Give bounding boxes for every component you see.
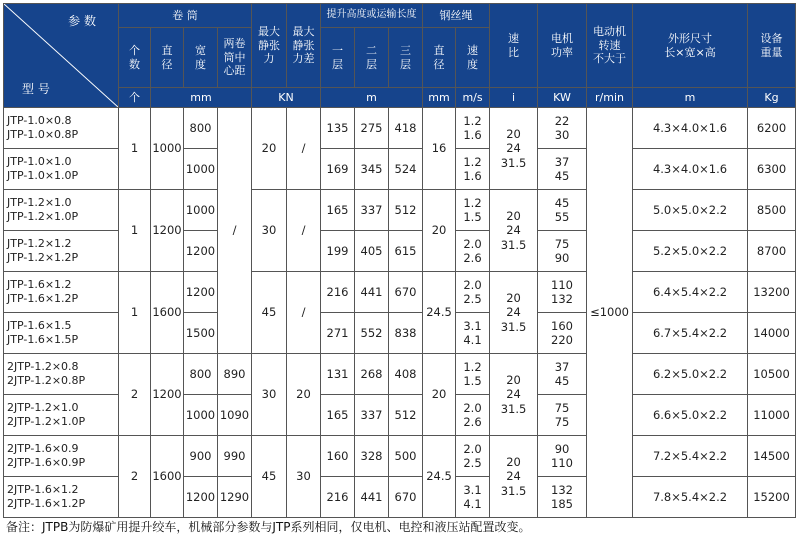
unit-rpm: r/min: [587, 88, 633, 108]
layer-2-cell: 441: [355, 272, 389, 313]
unit-kn: KN: [252, 88, 321, 108]
layer-1-cell: 169: [321, 149, 355, 190]
header-drum-diameter: 直 径: [151, 28, 184, 88]
model-cell: JTP-1.6×1.2 JTP-1.6×1.2P: [4, 272, 119, 313]
dimensions-cell: 7.2×5.4×2.2: [633, 436, 748, 477]
layer-1-cell: 160: [321, 436, 355, 477]
layer-2-cell: 441: [355, 477, 389, 518]
weight-cell: 8700: [748, 231, 796, 272]
header-lift-height: 提升高度或运输长度: [321, 4, 423, 28]
max-tension-cell: 30: [252, 190, 287, 272]
drum-diameter-cell: 1200: [151, 354, 184, 436]
tension-diff-cell: 20: [287, 354, 321, 436]
rope-diameter-cell: 24.5: [423, 436, 456, 518]
layer-2-cell: 268: [355, 354, 389, 395]
table-row: [4, 436, 796, 477]
motor-power-cell: 132 185: [538, 477, 587, 518]
dimensions-cell: 6.7×5.4×2.2: [633, 313, 748, 354]
layer-3-cell: 500: [389, 436, 423, 477]
model-cell: JTP-1.2×1.0 JTP-1.2×1.0P: [4, 190, 119, 231]
layer-3-cell: 670: [389, 477, 423, 518]
drum-count-cell: 2: [119, 354, 151, 436]
drum-width-cell: 1500: [184, 313, 218, 354]
tension-diff-cell: /: [287, 272, 321, 354]
dimensions-cell: 5.2×5.0×2.2: [633, 231, 748, 272]
drum-count-cell: 1: [119, 190, 151, 272]
layer-3-cell: 524: [389, 149, 423, 190]
unit-m: m: [321, 88, 423, 108]
motor-power-cell: 90 110: [538, 436, 587, 477]
drum-width-cell: 1200: [184, 477, 218, 518]
speed-ratio-cell: 20 24 31.5: [490, 108, 538, 190]
layer-1-cell: 131: [321, 354, 355, 395]
layer-2-cell: 275: [355, 108, 389, 149]
dimensions-cell: 6.4×5.4×2.2: [633, 272, 748, 313]
header-rope-speed: 速 度: [456, 28, 490, 88]
motor-power-cell: 37 45: [538, 354, 587, 395]
model-cell: JTP-1.0×0.8 JTP-1.0×0.8P: [4, 108, 119, 149]
tension-diff-cell: /: [287, 108, 321, 190]
layer-3-cell: 418: [389, 108, 423, 149]
rope-speed-cell: 2.0 2.5: [456, 436, 490, 477]
rope-speed-cell: 1.2 1.5: [456, 354, 490, 395]
table-row: [4, 190, 796, 231]
header-wire-rope: 钢丝绳: [423, 4, 490, 28]
drum-center-cell: 1290: [218, 477, 252, 518]
drum-width-cell: 800: [184, 108, 218, 149]
motor-power-cell: 110 132: [538, 272, 587, 313]
unit-count: 个: [119, 88, 151, 108]
layer-1-cell: 165: [321, 395, 355, 436]
header-layer-3: 三 层: [389, 28, 423, 88]
layer-2-cell: 328: [355, 436, 389, 477]
drum-width-cell: 1000: [184, 395, 218, 436]
layer-3-cell: 670: [389, 272, 423, 313]
layer-3-cell: 408: [389, 354, 423, 395]
rope-speed-cell: 1.2 1.5: [456, 190, 490, 231]
drum-width-cell: 1000: [184, 190, 218, 231]
speed-ratio-cell: 20 24 31.5: [490, 436, 538, 518]
drum-center-cell: 890: [218, 354, 252, 395]
drum-width-cell: 900: [184, 436, 218, 477]
max-tension-cell: 45: [252, 436, 287, 518]
drum-diameter-cell: 1600: [151, 272, 184, 354]
drum-center-cell: /: [218, 108, 252, 354]
drum-diameter-cell: 1000: [151, 108, 184, 190]
dimensions-cell: 7.8×5.4×2.2: [633, 477, 748, 518]
tension-diff-cell: 30: [287, 436, 321, 518]
layer-1-cell: 216: [321, 272, 355, 313]
header-dimensions: 外形尺寸 长×宽×高: [633, 4, 748, 88]
model-cell: JTP-1.6×1.5 JTP-1.6×1.5P: [4, 313, 119, 354]
layer-3-cell: 512: [389, 190, 423, 231]
speed-ratio-cell: 20 24 31.5: [490, 354, 538, 436]
layer-2-cell: 337: [355, 190, 389, 231]
unit-rope-mm: mm: [423, 88, 456, 108]
dimensions-cell: 5.0×5.0×2.2: [633, 190, 748, 231]
layer-3-cell: 512: [389, 395, 423, 436]
rope-diameter-cell: 20: [423, 354, 456, 436]
dimensions-cell: 4.3×4.0×1.6: [633, 149, 748, 190]
weight-cell: 13200: [748, 272, 796, 313]
motor-power-cell: 45 55: [538, 190, 587, 231]
header-layer-1: 一 层: [321, 28, 355, 88]
header-layer-2: 二 层: [355, 28, 389, 88]
layer-2-cell: 552: [355, 313, 389, 354]
drum-center-cell: 1090: [218, 395, 252, 436]
max-tension-cell: 20: [252, 108, 287, 190]
weight-cell: 6300: [748, 149, 796, 190]
max-tension-cell: 30: [252, 354, 287, 436]
header-drum-center-distance: 两卷 筒中 心距: [218, 28, 252, 88]
header-weight: 设备 重量: [748, 4, 796, 88]
speed-ratio-cell: 20 24 31.5: [490, 190, 538, 272]
layer-1-cell: 216: [321, 477, 355, 518]
header-corner: [4, 4, 119, 108]
header-drum: 卷 筒: [119, 4, 252, 28]
motor-power-cell: 22 30: [538, 108, 587, 149]
motor-power-cell: 37 45: [538, 149, 587, 190]
motor-power-cell: 75 75: [538, 395, 587, 436]
layer-3-cell: 838: [389, 313, 423, 354]
weight-cell: 14500: [748, 436, 796, 477]
drum-count-cell: 2: [119, 436, 151, 518]
dimensions-cell: 4.3×4.0×1.6: [633, 108, 748, 149]
unit-dim-m: m: [633, 88, 748, 108]
drum-diameter-cell: 1200: [151, 190, 184, 272]
dimensions-cell: 6.6×5.0×2.2: [633, 395, 748, 436]
header-motor-speed: 电动机 转速 不大于: [587, 4, 633, 88]
model-cell: 2JTP-1.2×1.0 2JTP-1.2×1.0P: [4, 395, 119, 436]
speed-ratio-cell: 20 24 31.5: [490, 272, 538, 354]
motor-power-cell: 75 90: [538, 231, 587, 272]
model-cell: 2JTP-1.6×1.2 2JTP-1.6×1.2P: [4, 477, 119, 518]
drum-center-cell: 990: [218, 436, 252, 477]
unit-i: i: [490, 88, 538, 108]
tension-diff-cell: /: [287, 190, 321, 272]
header-rope-diameter: 直 径: [423, 28, 456, 88]
drum-width-cell: 1000: [184, 149, 218, 190]
motor-power-cell: 160 220: [538, 313, 587, 354]
table-row: [4, 108, 796, 149]
table-row: [4, 354, 796, 395]
unit-mm: mm: [151, 88, 252, 108]
layer-2-cell: 405: [355, 231, 389, 272]
header-params: 参 数: [68, 14, 96, 28]
table-row: [4, 272, 796, 313]
rope-speed-cell: 1.2 1.6: [456, 108, 490, 149]
layer-1-cell: 135: [321, 108, 355, 149]
weight-cell: 6200: [748, 108, 796, 149]
rope-speed-cell: 2.0 2.5: [456, 272, 490, 313]
rope-speed-cell: 2.0 2.6: [456, 231, 490, 272]
drum-width-cell: 1200: [184, 272, 218, 313]
model-cell: JTP-1.2×1.2 JTP-1.2×1.2P: [4, 231, 119, 272]
rope-diameter-cell: 16: [423, 108, 456, 190]
drum-width-cell: 800: [184, 354, 218, 395]
model-cell: 2JTP-1.2×0.8 2JTP-1.2×0.8P: [4, 354, 119, 395]
weight-cell: 8500: [748, 190, 796, 231]
header-motor-power: 电机 功率: [538, 4, 587, 88]
rope-diameter-cell: 24.5: [423, 272, 456, 354]
model-cell: 2JTP-1.6×0.9 2JTP-1.6×0.9P: [4, 436, 119, 477]
weight-cell: 10500: [748, 354, 796, 395]
unit-ms: m/s: [456, 88, 490, 108]
layer-2-cell: 337: [355, 395, 389, 436]
layer-1-cell: 165: [321, 190, 355, 231]
header-drum-width: 宽 度: [184, 28, 218, 88]
weight-cell: 15200: [748, 477, 796, 518]
spec-table: [3, 3, 796, 518]
rope-speed-cell: 1.2 1.6: [456, 149, 490, 190]
layer-1-cell: 199: [321, 231, 355, 272]
unit-kg: Kg: [748, 88, 796, 108]
weight-cell: 11000: [748, 395, 796, 436]
layer-3-cell: 615: [389, 231, 423, 272]
drum-count-cell: 1: [119, 108, 151, 190]
drum-diameter-cell: 1600: [151, 436, 184, 518]
weight-cell: 14000: [748, 313, 796, 354]
motor-speed-cell: ≤1000: [587, 108, 633, 518]
header-max-tension: 最大 静张 力: [252, 4, 287, 88]
max-tension-cell: 45: [252, 272, 287, 354]
rope-speed-cell: 3.1 4.1: [456, 477, 490, 518]
header-speed-ratio: 速 比: [490, 4, 538, 88]
dimensions-cell: 6.2×5.0×2.2: [633, 354, 748, 395]
model-cell: JTP-1.0×1.0 JTP-1.0×1.0P: [4, 149, 119, 190]
drum-width-cell: 1200: [184, 231, 218, 272]
rope-diameter-cell: 20: [423, 190, 456, 272]
drum-count-cell: 1: [119, 272, 151, 354]
rope-speed-cell: 2.0 2.6: [456, 395, 490, 436]
footnote: 备注：JTPB为防爆矿用提升绞车，机械部分参数与JTP系列相同，仅电机、电控和液压站配置改变。: [6, 520, 531, 534]
header-max-tension-diff: 最大 静张 力差: [287, 4, 321, 88]
unit-kw: KW: [538, 88, 587, 108]
header-drum-count: 个 数: [119, 28, 151, 88]
layer-2-cell: 345: [355, 149, 389, 190]
header-model: 型 号: [22, 82, 50, 96]
layer-1-cell: 271: [321, 313, 355, 354]
rope-speed-cell: 3.1 4.1: [456, 313, 490, 354]
